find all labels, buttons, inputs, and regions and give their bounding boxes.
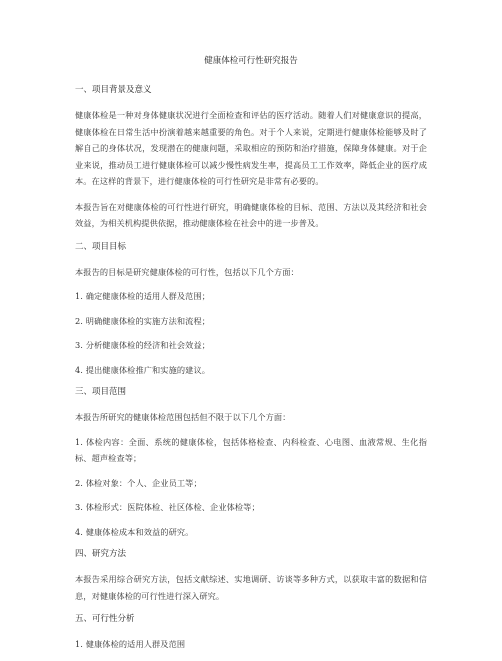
section-heading-feasibility: 五、可行性分析 (75, 614, 135, 624)
section-heading-scope: 三、项目范围 (75, 387, 127, 397)
document-title: 健康体检可行性研究报告 (204, 56, 298, 66)
scope-item: 2. 体检对象：个人、企业员工等； (75, 477, 202, 488)
goal-item: 3. 分析健康体检的经济和社会效益； (75, 340, 211, 350)
feasibility-item: 1. 健康体检的适用人群及范围 (75, 639, 186, 649)
goal-item: 2. 明确健康体检的实施方法和流程； (75, 315, 211, 326)
scope-item: 1. 体检内容：全面、系统的健康体检，包括体格检查、内科检查、心电图、血液常规、生化指标、超声检查等； (75, 436, 427, 463)
document-body (75, 55, 427, 661)
section-methods-paragraph: 本报告采用综合研究方法，包括文献综述、实地调研、访谈等多种方式，以获取丰富的数据和信息，对健康体检的可行性进行深入研究。 (75, 574, 427, 601)
section-heading-methods: 四、研究方法 (75, 549, 127, 559)
scope-item: 3. 体检形式：医院体检、社区体检、企业体检等； (75, 502, 260, 512)
section-heading-goals: 二、项目目标 (75, 241, 127, 252)
section-background-paragraph-1: 健康体检是一种对身体健康状况进行全面检查和评估的医疗活动。随着人们对健康意识的提高，健康体检在日常生活中扮演着越来越重要的角色。对于个人来说，定期进行健康体检能够及时了解自己的身体状况，发现潜在的健康问题，采取相应的预防和治疗措施，保障身体健康。对于企业来说，推动员工进行健康体检可以减少慢性病发生率，提高员工工作效率，降低企业的医疗成本。在这样的背景下，进行健康体检的可行性研究是非常有必要的。 (75, 110, 427, 186)
scope-item: 4. 健康体检成本和效益的研究。 (75, 526, 194, 537)
section-goals-intro: 本报告的目标是研究健康体检的可行性，包括以下几个方面： (75, 266, 299, 277)
section-scope-intro: 本报告所研究的健康体检范围包括但不限于以下几个方面： (75, 412, 291, 422)
goal-item: 1. 确定健康体检的适用人群及范围； (75, 291, 211, 301)
section-background-paragraph-2: 本报告旨在对健康体检的可行性进行研究，明确健康体检的目标、范围、方法以及其经济和社会效益，为相关机构提供依据，推动健康体检在社会中的进一步普及。 (75, 201, 427, 228)
section-heading-background: 一、项目背景及意义 (75, 85, 152, 95)
goal-item: 4. 提出健康体检推广和实施的建议。 (75, 364, 211, 375)
